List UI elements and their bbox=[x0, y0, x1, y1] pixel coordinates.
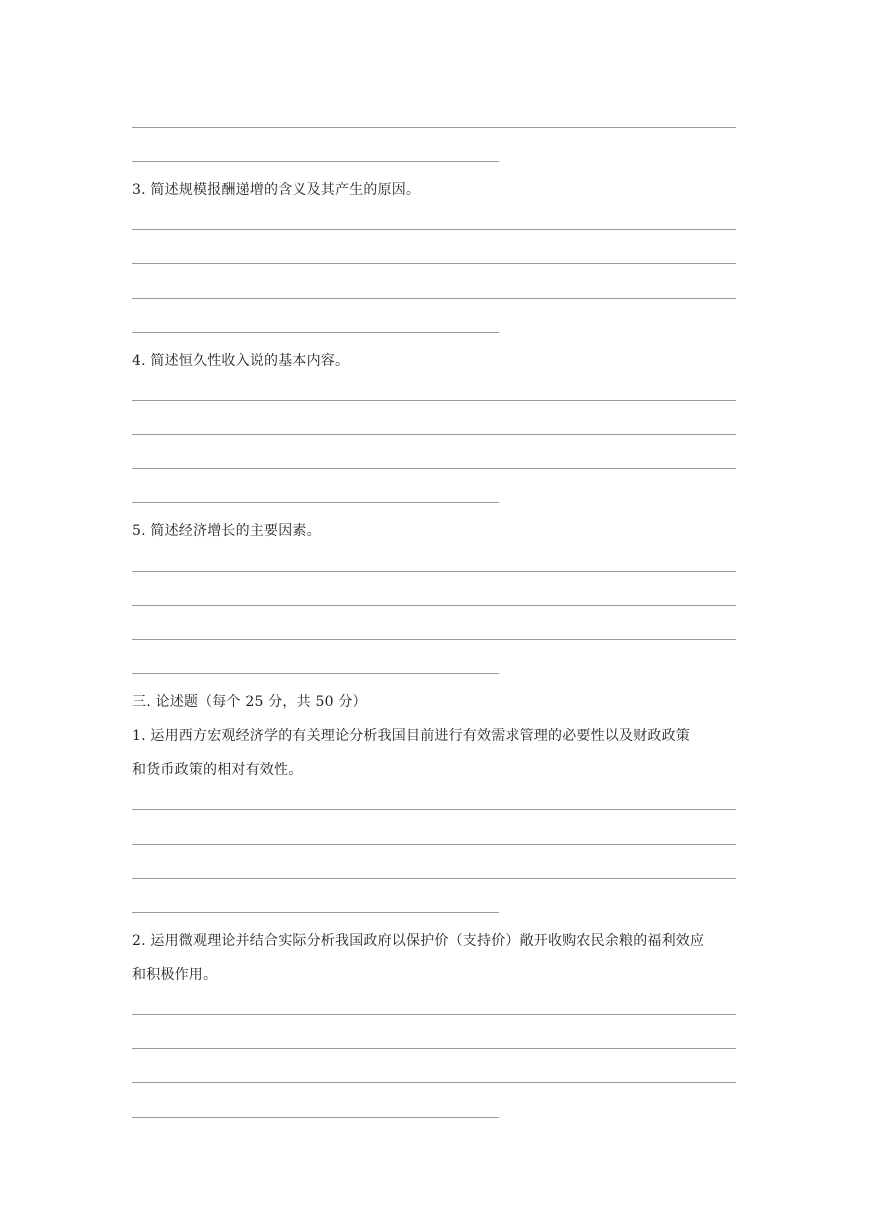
essay-question-2-line2: 和积极作用。 bbox=[132, 967, 218, 983]
answer-line bbox=[132, 298, 736, 299]
answer-line bbox=[132, 1014, 736, 1015]
answer-line bbox=[132, 434, 736, 435]
question-3: 3. 简述规模报酬递增的含义及其产生的原因。 bbox=[132, 182, 421, 198]
answer-line bbox=[132, 263, 736, 264]
answer-line bbox=[132, 127, 736, 128]
essay-question-2-line1: 2. 运用微观理论并结合实际分析我国政府以保护价（支持价）敞开收购农民余粮的福利效应 bbox=[132, 933, 705, 949]
section-3-title: 三. 论述题（每个 25 分，共 50 分） bbox=[132, 694, 367, 710]
answer-line bbox=[132, 912, 499, 913]
essay-question-1-line2: 和货币政策的相对有效性。 bbox=[132, 762, 303, 778]
answer-line bbox=[132, 502, 499, 503]
answer-line bbox=[132, 1048, 736, 1049]
answer-line bbox=[132, 878, 736, 879]
answer-line bbox=[132, 161, 499, 162]
answer-line bbox=[132, 229, 736, 230]
answer-line bbox=[132, 844, 736, 845]
answer-line bbox=[132, 571, 736, 572]
answer-line bbox=[132, 468, 736, 469]
answer-line bbox=[132, 639, 736, 640]
answer-line bbox=[132, 605, 736, 606]
answer-line bbox=[132, 673, 499, 674]
answer-line bbox=[132, 400, 736, 401]
answer-line bbox=[132, 1082, 736, 1083]
answer-line bbox=[132, 332, 499, 333]
answer-line bbox=[132, 809, 736, 810]
essay-question-1-line1: 1. 运用西方宏观经济学的有关理论分析我国目前进行有效需求管理的必要性以及财政政策 bbox=[132, 728, 691, 744]
answer-line bbox=[132, 1117, 499, 1118]
question-5: 5. 简述经济增长的主要因素。 bbox=[132, 523, 321, 539]
question-4: 4. 简述恒久性收入说的基本内容。 bbox=[132, 353, 350, 369]
